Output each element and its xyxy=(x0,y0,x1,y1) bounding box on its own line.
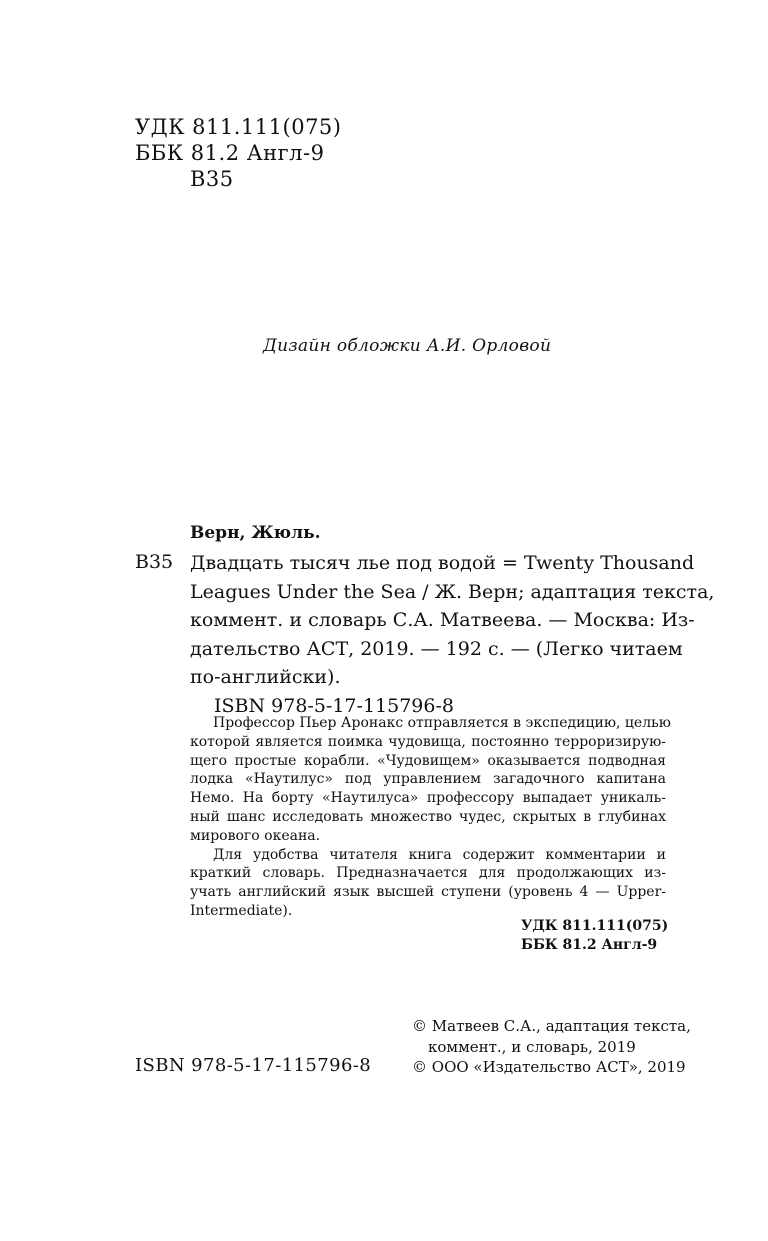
biblio-line: Leagues Under the Sea / Ж. Верн; адаптация текста, xyxy=(190,580,715,603)
bbk-code: ББК 81.2 Англ-9 xyxy=(135,141,325,165)
classification-codes xyxy=(135,114,342,192)
annotation-line: учать английский язык высшей ступени (уровень 4 — Upper- xyxy=(190,884,666,901)
bbk-code-right: ББК 81.2 Англ-9 xyxy=(521,937,658,953)
biblio-line: дательство АСТ, 2019. — 192 с. — (Легко читаем xyxy=(190,637,683,660)
copyright-line: © Матвеев С.А., адаптация текста, xyxy=(412,1017,691,1035)
biblio-line: коммент. и словарь С.А. Матвеева. — Москва: Из- xyxy=(190,609,695,631)
author-code: В35 xyxy=(190,167,234,191)
annotation-line: щего простые корабли. «Чудовищем» оказывается подводная xyxy=(190,752,666,769)
bibliographic-record xyxy=(190,549,715,720)
biblio-line: Двадцать тысяч лье под водой = Twenty Thousand xyxy=(190,552,695,574)
entry-code: В35 xyxy=(135,551,174,573)
author-name: Верн, Жюль. xyxy=(190,523,321,543)
udk-code: УДК 811.111(075) xyxy=(135,115,342,139)
isbn-bottom: ISBN 978-5-17-115796-8 xyxy=(135,1055,372,1076)
annotation-line: ный шанс исследовать множество чудес, скрытых в глубинах xyxy=(190,808,666,825)
annotation-line: которой является поимка чудовища, постоянно терроризирую- xyxy=(190,733,666,750)
annotation-line: мирового океана. xyxy=(190,827,321,844)
copyright-block xyxy=(412,1016,691,1078)
annotation-line: Intermediate). xyxy=(190,902,293,919)
udk-code-right: УДК 811.111(075) xyxy=(521,918,669,934)
biblio-line: по-английски). xyxy=(190,666,341,688)
copyright-line: коммент., и словарь, 2019 xyxy=(428,1037,636,1056)
annotation xyxy=(190,714,671,921)
codes-right xyxy=(521,917,668,955)
copyright-line: © ООО «Издательство АСТ», 2019 xyxy=(412,1058,686,1076)
annotation-line: Немо. На борту «Наутилуса» профессору выпадает уникаль- xyxy=(190,790,666,807)
annotation-line: краткий словарь. Предназначается для продолжающих из- xyxy=(190,865,666,882)
annotation-line: Для удобства читателя книга содержит комментарии и xyxy=(213,846,666,863)
annotation-line: Профессор Пьер Аронакс отправляется в экспедицию, целью xyxy=(213,715,671,731)
entry-isbn: ISBN 978-5-17-115796-8 xyxy=(214,694,454,717)
cover-design-credit: Дизайн обложки А.И. Орловой xyxy=(263,336,552,356)
annotation-line: лодка «Наутилус» под управлением загадочного капитана xyxy=(190,771,666,788)
